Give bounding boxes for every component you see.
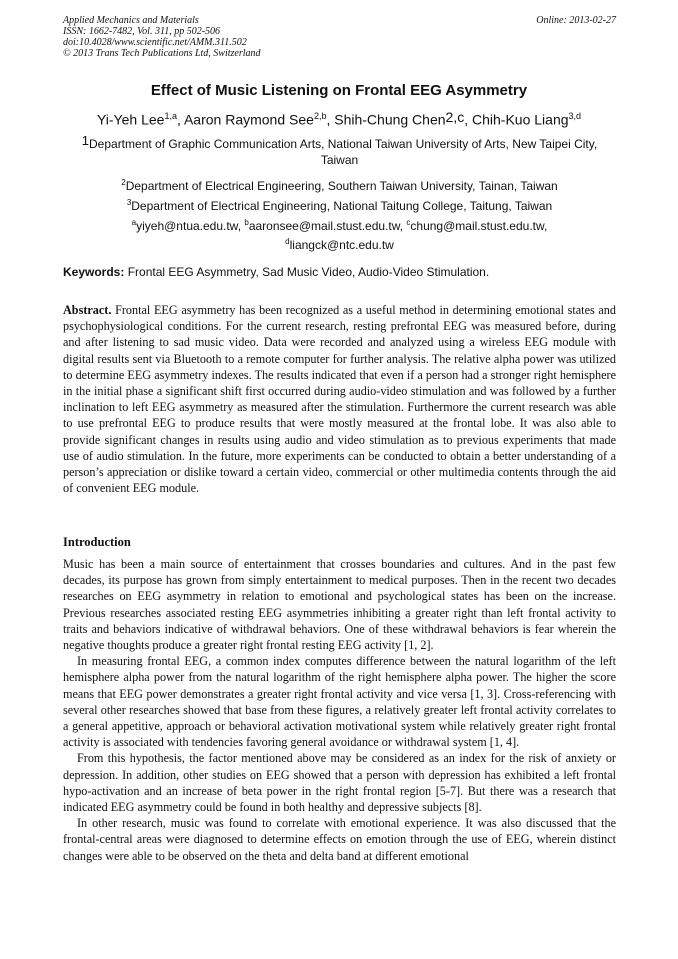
copyright-line: © 2013 Trans Tech Publications Ltd, Switzerland <box>63 48 261 59</box>
affiliation-text: Department of Electrical Engineering, Southern Taiwan University, Tainan, Taiwan <box>125 179 558 193</box>
author-affiliation-mark: 2,b <box>313 111 327 121</box>
affiliation-number: 3 <box>126 198 132 207</box>
affiliation-1 <box>63 133 616 168</box>
affiliation-2 <box>63 175 616 194</box>
section-heading-introduction: Introduction <box>63 535 131 549</box>
introduction-body <box>63 556 616 864</box>
abstract-text: Frontal EEG asymmetry has been recognized as a useful method in determining emotional states and psychophysiological conditions. For the current research, resting prefrontal EEG was measured before, during and after listening to sad music video. Data were recorded and analyzed using a wireless EEG module with digital results sent via Bluetooth to a remote computer for further analysis. The relative alpha power was utilized to determine EEG asymmetry indexes. The results indicated that even if a person had a stronger right hemisphere in the initial phase a significant shift first occurred during audio-video stimulation and was followed by a further inclination to left EEG asymmetry as measured after the stimulation. Furthermore the current research was able to use prefrontal EEG to produce results that were mostly measured at the frontal lobe. It was also able to provide significant changes in results using audio and video stimulation as to previous experiments that made use of audio stimulation. In the future, more experiments can be conducted to obtain a better understanding of a person’s appreciation or dislike toward a certain video, commercial or other multimedia contents through the aid of convenient EEG module. <box>63 303 616 496</box>
author-emails <box>63 215 616 253</box>
affiliation-text: Department of Graphic Communication Arts, National Taiwan University of Arts, New Taipei City, Taiwan <box>89 137 598 167</box>
email-mark: a <box>131 218 137 227</box>
intro-paragraph-2: In measuring frontal EEG, a common index computes difference between the natural logarithm of the left hemisphere alpha power from the natural logarithm of the right hemisphere alpha power. The higher the score means that EEG power demonstrates a greater right frontal activity and vice versa [1, 3]. Cross-referencing with several other researches showed that base from these figures, a relatively greater left frontal activity correlates to a general appetitive, approach or behavioral activation motivational system while relatively greater right frontal activity is associated with tendencies favoring general avoidance or withdrawal system [1, 4]. <box>63 654 616 750</box>
author-affiliation-mark: 2,c <box>445 108 465 125</box>
author-name: Chih-Kuo Liang <box>472 111 569 128</box>
intro-paragraph-3: From this hypothesis, the factor mentioned above may be considered as an index for the risk of anxiety or depression. In addition, other studies on EEG showed that a person with depression has exhibited a left frontal hypo-activation and an increase of beta power in the right frontal region [5-7]. But there was a research that indicated EEG asymmetry could be found in both healthy and depressive subjects [8]. <box>63 751 616 815</box>
keywords-label: Keywords: <box>63 265 125 279</box>
affiliation-number: 2 <box>121 178 126 187</box>
author-name: Yi-Yeh Lee <box>96 111 165 128</box>
author-affiliation-mark: 3,d <box>568 111 582 121</box>
affiliation-text: Department of Electrical Engineering, National Taitung College, Taitung, Taiwan <box>131 199 553 213</box>
affiliation-number: 1 <box>81 133 89 148</box>
keywords-line <box>63 265 616 279</box>
doi-line: doi:10.4028/www.scientific.net/AMM.311.502 <box>63 37 247 48</box>
paper-title: Effect of Music Listening on Frontal EEG Asymmetry <box>150 82 528 99</box>
abstract-paragraph <box>63 302 616 496</box>
issn-line: ISSN: 1662-7482, Vol. 311, pp 502-506 <box>63 26 221 37</box>
abstract-label: Abstract. <box>63 303 112 317</box>
email-address: yiyeh@ntua.edu.tw, <box>136 219 245 233</box>
online-date: Online: 2013-02-27 <box>536 15 616 26</box>
email-address: chung@mail.stust.edu.tw, <box>410 219 548 233</box>
author-name: Shih-Chung Chen <box>334 111 446 128</box>
author-name: Aaron Raymond See <box>183 111 314 128</box>
email-address: liangck@ntc.edu.tw <box>289 238 394 252</box>
email-mark: d <box>285 237 290 246</box>
intro-paragraph-4: In other research, music was found to correlate with emotional experience. It was also discussed that the frontal-central areas were diagnosed to determine effects on emotion through the use of EEG, wherein distinct changes were able to be observed on the theta and delta band at different emotional <box>63 816 616 863</box>
email-mark: b <box>244 218 249 227</box>
journal-header <box>63 15 616 59</box>
keywords-text: Frontal EEG Asymmetry, Sad Music Video, Audio-Video Stimulation. <box>124 265 490 279</box>
email-mark: c <box>406 218 411 227</box>
email-address: aaronsee@mail.stust.edu.tw, <box>248 219 407 233</box>
author-list: Yi-Yeh Lee$^{1,a}$, Aaron Raymond See$^{2,b}$, Shih-Chung Chen$^{2,c}$, Chih-Kuo Liang$^{3,d}$ <box>96 108 582 128</box>
journal-name: Applied Mechanics and Materials <box>63 15 199 26</box>
intro-paragraph-1: Music has been a main source of entertainment that crosses boundaries and cultures. And in the past few decades, its purpose has grown from simply entertainment to medical purposes. Then in the recent two decades researches on EEG asymmetry in relation to emotional and psychological states has been on the increase. Previous researches associated resting EEG asymmetries inhibiting a greater right than left frontal activity to traits and behaviors indicative of withdrawal behaviors. One of these withdrawal behaviors is fear wherein the negative thoughts produce a greater right frontal resting EEG activity [1, 2]. <box>63 557 616 653</box>
affiliation-3 <box>63 195 616 214</box>
author-affiliation-mark: 1,a <box>164 111 177 121</box>
